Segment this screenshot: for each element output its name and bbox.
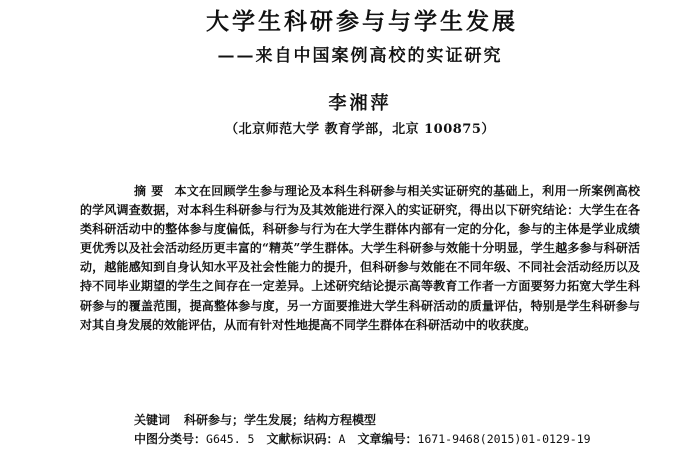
article-number-label: 文章编号： bbox=[357, 432, 418, 446]
clc-label: 中图分类号： bbox=[134, 432, 207, 446]
author-name: 李湘萍 bbox=[328, 93, 392, 114]
doc-code-label: 文献标识码： bbox=[266, 432, 339, 446]
clc-value: G645. 5 bbox=[206, 432, 255, 446]
keywords-label: 关键词 bbox=[134, 413, 171, 427]
keywords-line bbox=[134, 411, 376, 429]
keywords-value: 科研参与；学生发展；结构方程模型 bbox=[184, 413, 377, 427]
paper-title: 大学生科研参与与学生发展 bbox=[206, 8, 518, 35]
doc-code-value: A bbox=[338, 432, 346, 446]
abstract-text: 本文在回顾学生参与理论及本科生科研参与相关实证研究的基础上，利用一所案例高校的学风调查数据，对本科生科研参与行为及其效能进行深入的实证研究，得出以下研究结论：大学生在各类科研活动中的整体参与度偏低，科研参与行为在大学生群体内部有一定的分化，参与的主体是学业成绩更优秀以及社会活动经历更丰富的“精英”学生群体。大学生科研参与效能十分明显，学生越多参与科研活动，越能感知到自身认知水平及社会性能力的提升，但科研参与效能在不同年级、不同社会活动经历以及持不同毕业期望的学生之间存在一定差异。上述研究结论提示高等教育工作者一方面要努力拓宽大学生科研参与的覆盖范围，提高整体参与度，另一方面要推进大学生科研活动的质量评估，特别是学生科研参与对其自身发展的效能评估，从而有针对性地提高不同学生群体在科研活动中的收获度。 bbox=[80, 184, 640, 332]
paper-subtitle: ——来自中国案例高校的实证研究 bbox=[217, 46, 503, 66]
author-affiliation: （北京师范大学 教育学部，北京 100875） bbox=[225, 122, 495, 137]
abstract-block bbox=[80, 182, 640, 335]
abstract-label: 摘要 bbox=[134, 184, 169, 198]
article-number-value: 1671-9468(2015)01-0129-19 bbox=[417, 432, 591, 446]
classification-line bbox=[134, 430, 591, 448]
